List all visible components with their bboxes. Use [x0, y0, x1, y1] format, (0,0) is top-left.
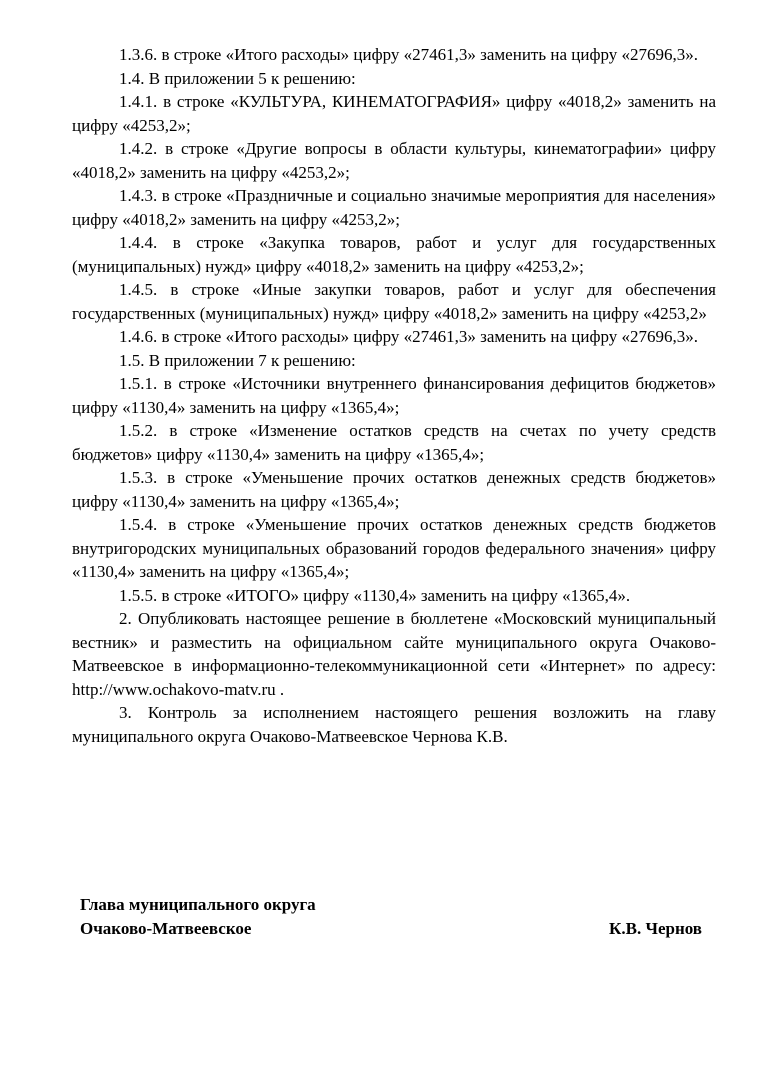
paragraph-1-4-4: 1.4.4. в строке «Закупка товаров, работ и услуг для государственных (муниципальных) нужд» цифру «4018,2» заменить на цифру «4253,2»; [72, 233, 716, 276]
paragraph-2-publish: 2. Опубликовать настоящее решение в бюллетене «Московский муниципальный вестник» и разместить на официальном сайте муниципального округа Очаково-Матвеевское в информационно-телекоммуникационной сети «Интернет» по адресу: http://www.ochakovo-matv.ru . [72, 609, 716, 699]
signature-title-line2: Очаково-Матвеевское [80, 918, 252, 938]
paragraph-1-4: 1.4. В приложении 5 к решению: [119, 68, 356, 88]
paragraph-1-5-5: 1.5.5. в строке «ИТОГО» цифру «1130,4» заменить на цифру «1365,4». [119, 585, 631, 605]
paragraph-1-5-2: 1.5.2. в строке «Изменение остатков средств на счетах по учету средств бюджетов» цифру «1130,4» заменить на цифру «1365,4»; [72, 421, 716, 464]
signature-name: К.В. Чернов [609, 918, 702, 938]
signature-block [80, 893, 702, 940]
paragraph-1-5-3: 1.5.3. в строке «Уменьшение прочих остатков денежных средств бюджетов» цифру «1130,4» заменить на цифру «1365,4»; [72, 468, 716, 511]
paragraph-1-4-2: 1.4.2. в строке «Другие вопросы в области культуры, кинематографии» цифру «4018,2» заменить на цифру «4253,2»; [72, 139, 716, 182]
paragraph-1-5-1: 1.5.1. в строке «Источники внутреннего финансирования дефицитов бюджетов» цифру «1130,4» заменить на цифру «1365,4»; [72, 374, 716, 417]
paragraph-1-4-5: 1.4.5. в строке «Иные закупки товаров, работ и услуг для обеспечения государственных (муниципальных) нужд» цифру «4018,2» заменить на цифру «4253,2» [72, 280, 716, 323]
paragraph-1-4-6: 1.4.6. в строке «Итого расходы» цифру «27461,3» заменить на цифру «27696,3». [119, 327, 698, 346]
paragraph-1-4-3: 1.4.3. в строке «Праздничные и социально значимые мероприятия для населения» цифру «4018,2» заменить на цифру «4253,2»; [72, 186, 716, 229]
paragraph-1-5: 1.5. В приложении 7 к решению: [119, 350, 356, 370]
document-body [72, 43, 716, 748]
signature-title-line1: Глава муниципального округа [80, 895, 316, 914]
paragraph-1-4-1: 1.4.1. в строке «КУЛЬТУРА, КИНЕМАТОГРАФИЯ» цифру «4018,2» заменить на цифру «4253,2»; [72, 92, 716, 135]
paragraph-3-control: 3. Контроль за исполнением настоящего решения возложить на главу муниципального округа Очаково-Матвеевское Чернова К.В. [72, 703, 716, 746]
paragraph-1-5-4: 1.5.4. в строке «Уменьшение прочих остатков денежных средств бюджетов внутригородских муниципальных образований городов федерального значения» цифру «1130,4» заменить на цифру «1365,4»; [72, 515, 716, 581]
paragraph-1-3-6: 1.3.6. в строке «Итого расходы» цифру «27461,3» заменить на цифру «27696,3». [119, 45, 698, 64]
